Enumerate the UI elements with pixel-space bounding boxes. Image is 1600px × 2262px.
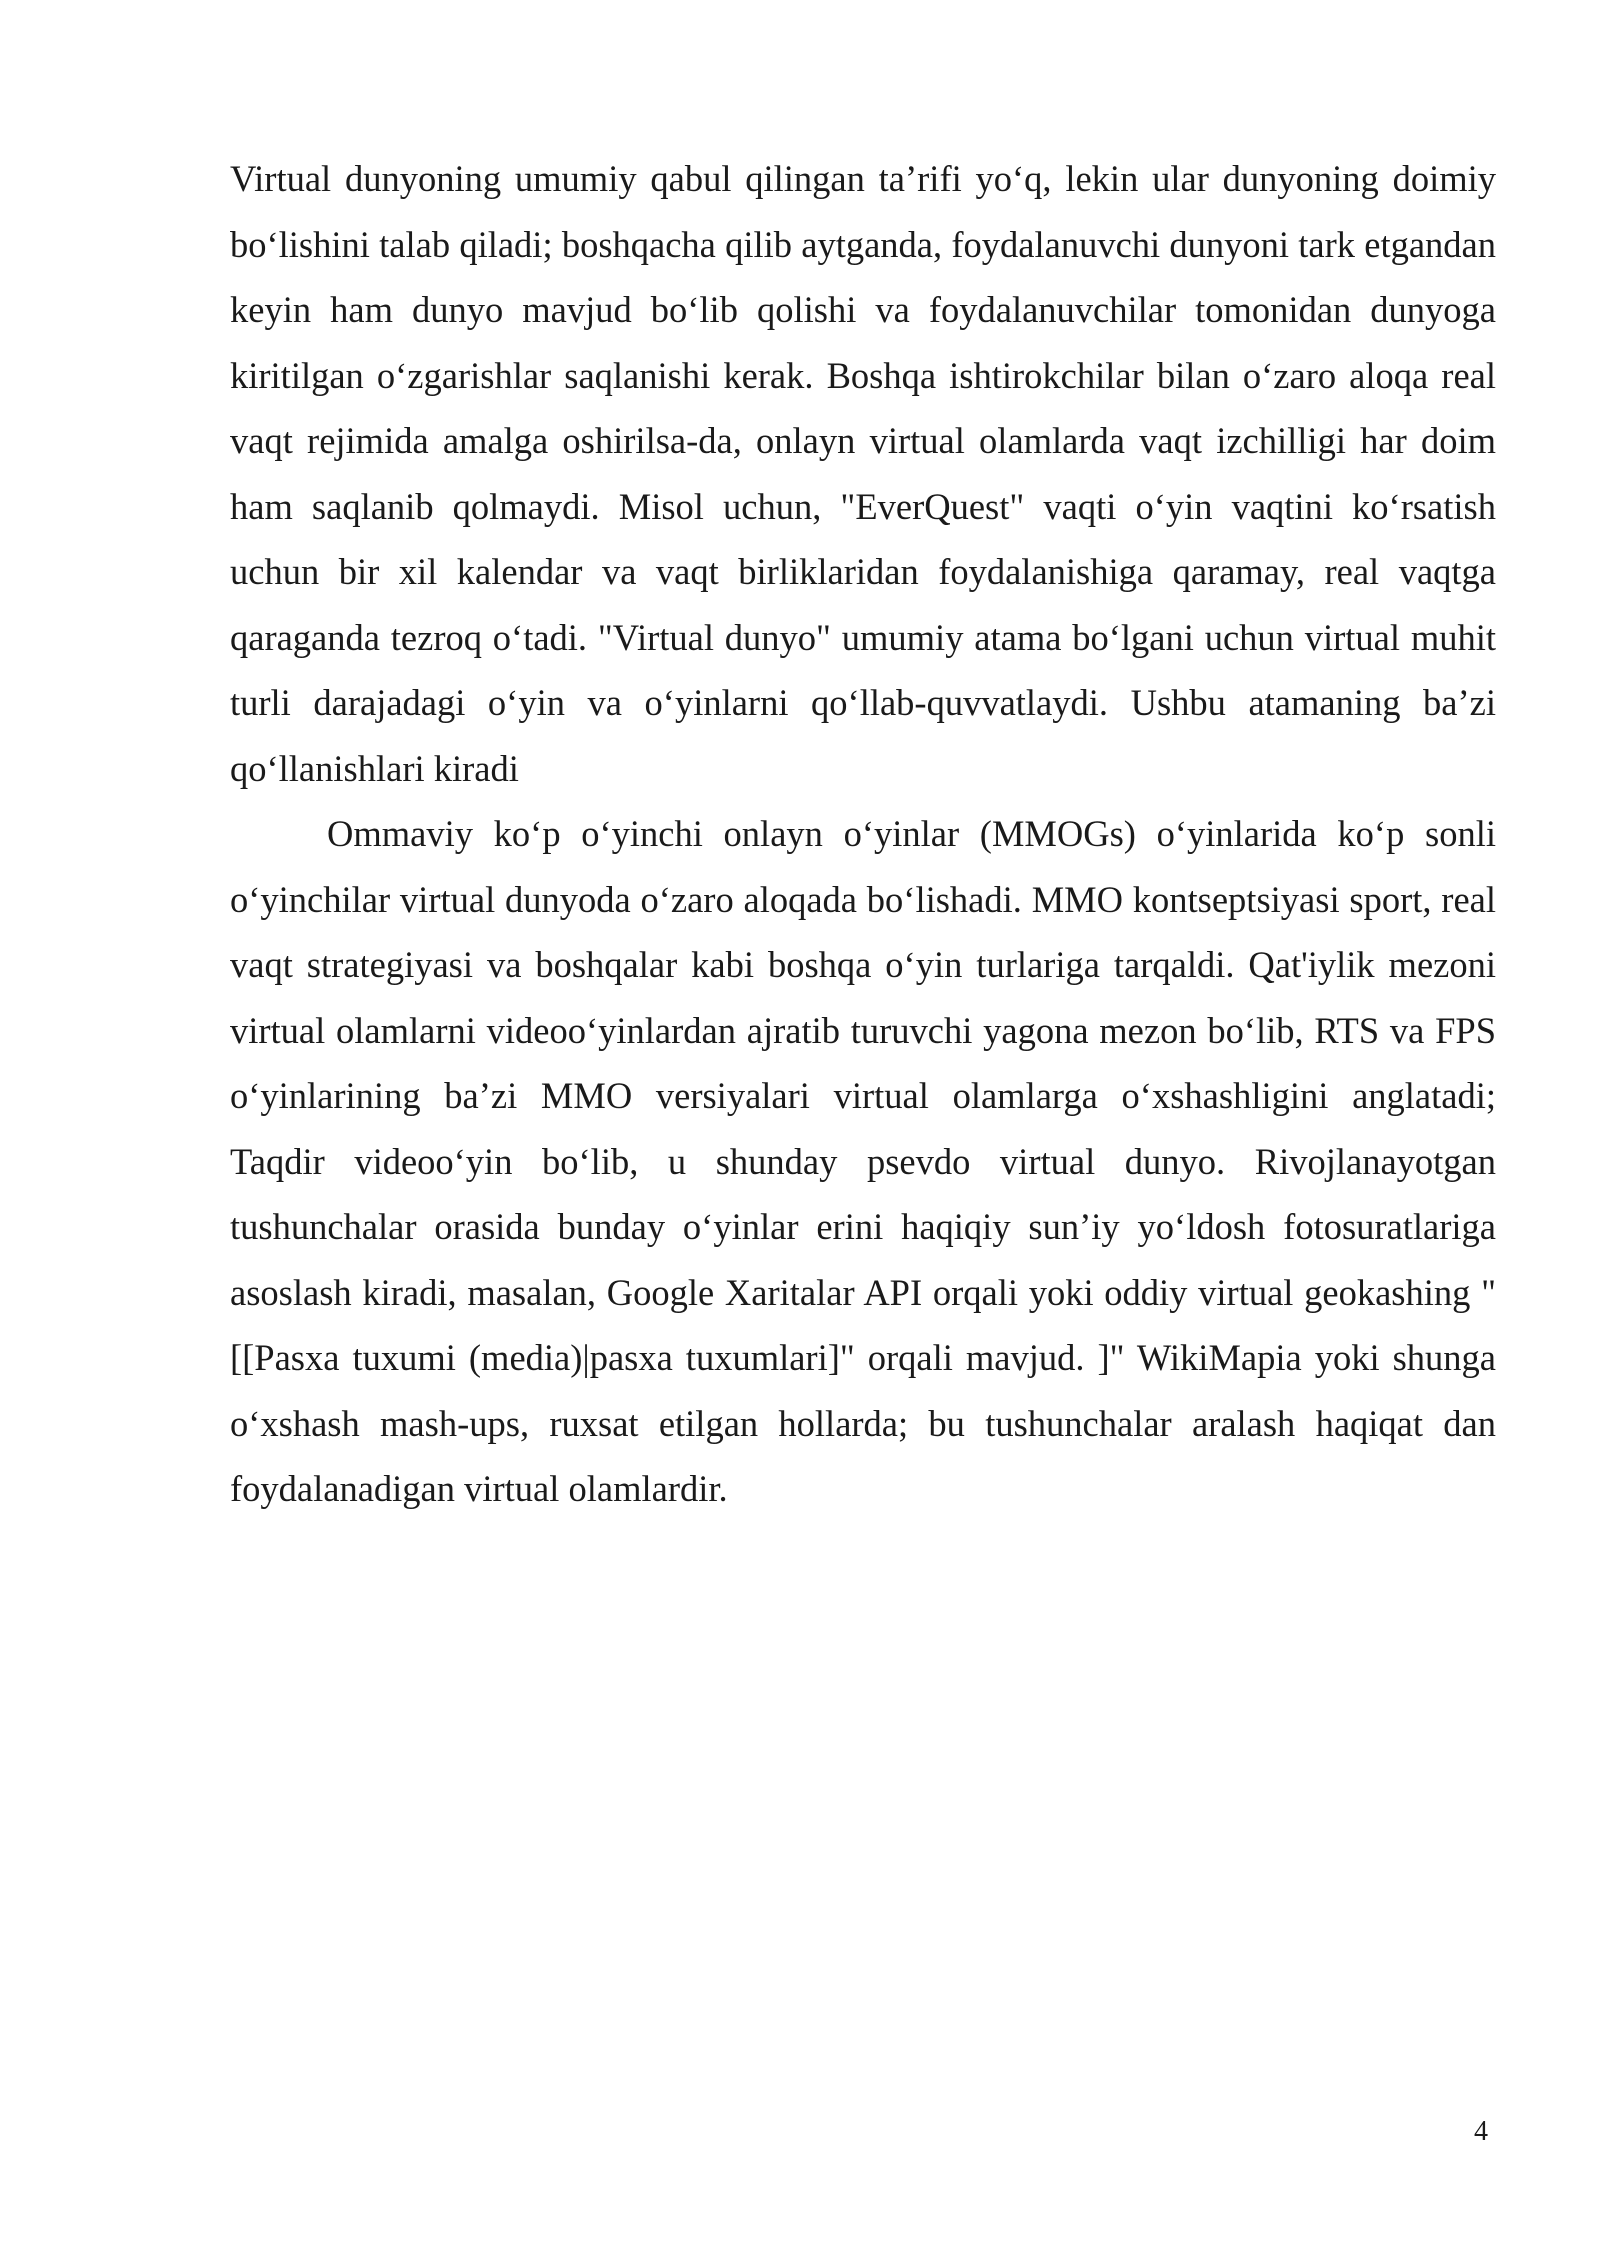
paragraph-1: Virtual dunyoning umumiy qabul qilingan ta’rifi yo‘q, lekin ular dunyoning doimiy bo‘lishini talab qiladi; boshqacha qilib aytganda, foydalanuvchi dunyoni tark etgandan keyin ham dunyo mavjud bo‘lib qolishi va foydalanuvchilar tomonidan dunyoga kiritilgan o‘zgarishlar saqlanishi kerak. Boshqa ishtirokchilar bilan o‘zaro aloqa real vaqt rejimida amalga oshirilsa-da, onlayn virtual olamlarda vaqt izchilligi har doim ham saqlanib qolmaydi. Misol uchun, "EverQuest" vaqti o‘yin vaqtini ko‘rsatish uchun bir xil kalendar va vaqt birliklaridan foydalanishiga qaramay, real vaqtga qaraganda tezroq o‘tadi. "Virtual dunyo" umumiy atama bo‘lgani uchun virtual muhit turli darajadagi o‘yin va o‘yinlarni qo‘llab-quvvatlaydi. Ushbu atamaning ba’zi qo‘llanishlari kiradi [230, 158, 1496, 789]
body-text [230, 146, 1496, 1522]
paragraph-2: Ommaviy ko‘p o‘yinchi onlayn o‘yinlar (MMOGs) o‘yinlarida ko‘p sonli o‘yinchilar virtual dunyoda o‘zaro aloqada bo‘lishadi. MMO kontseptsiyasi sport, real vaqt strategiyasi va boshqalar kabi boshqa o‘yin turlariga tarqaldi. Qat'iylik mezoni virtual olamlarni videoo‘yinlardan ajratib turuvchi yagona mezon bo‘lib, RTS va FPS o‘yinlarining ba’zi MMO versiyalari virtual olamlarga o‘xshashligini anglatadi; Taqdir videoo‘yin bo‘lib, u shunday psevdo virtual dunyo. Rivojlanayotgan tushunchalar orasida bunday o‘yinlar erini haqiqiy sun’iy yo‘ldosh fotosuratlariga asoslash kiradi, masalan, Google Xaritalar API orqali yoki oddiy virtual geokashing "[[Pasxa tuxumi (media)|pasxa tuxumlari]" orqali mavjud. ]" WikiMapia yoki shunga o‘xshash mash-ups, ruxsat etilgan hollarda; bu tushunchalar aralash haqiqat dan foydalanadigan virtual olamlardir. [230, 813, 1496, 1509]
page-number: 4 [1474, 2116, 1488, 2147]
